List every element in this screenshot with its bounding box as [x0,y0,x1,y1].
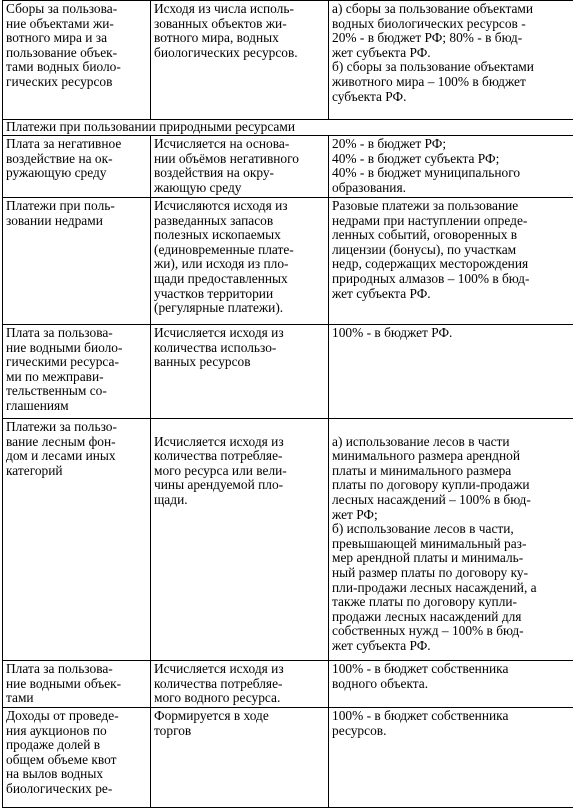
calculation-basis-cell [151,661,329,708]
cell-line: жет субъекта РФ. [332,287,573,302]
cell-line: ванных ресурсов [154,355,325,370]
cell-line: водных биологических ресурсов - [332,17,573,32]
calculation-basis-cell [151,708,329,808]
cell-line: Исчисляется на основа- [154,137,325,152]
cell-line: тельственным со- [6,384,147,399]
calculation-basis-cell [151,1,329,120]
cell-line: зовании недрами [6,214,147,229]
cell-line: зованных объектов жи- [154,17,325,32]
row-forest-payments [3,419,573,661]
cell-line: Исчисляется исходя из [154,662,325,677]
cell-line: превышающей минимальный раз- [332,537,573,552]
cell-line: ный размер платы по договору ку- [332,566,573,581]
budget-distribution-table [2,0,573,808]
cell-line: тами водных биоло- [6,60,147,75]
cell-line: Исчисляется исходя из [154,326,325,341]
cell-line [332,420,573,435]
cell-line: полезных ископаемых [154,228,325,243]
cell-line: 20% - в бюджет РФ; 80% - в бюд- [332,31,573,46]
cell-line: мер арендной платы и минималь- [332,551,573,566]
cell-line: щади предоставленных [154,272,325,287]
cell-line: 40% - в бюджет муниципального [332,166,573,181]
row-fees-wildlife [3,1,573,120]
cell-line: вание лесным фон- [6,435,147,450]
row-aquatic-bio-intergov [3,325,573,419]
cell-line: минимального размера арендной [332,449,573,464]
cell-line: 100% - в бюджет собственника [332,662,573,677]
cell-line: пользование объек- [6,46,147,61]
cell-line: недрами при наступлении опреде- [332,214,573,229]
cell-line: (единовременные плате- [154,243,325,258]
row-subsoil-payments [3,198,573,325]
cell-line: продаже долей в [6,738,147,753]
cell-line: количества использо- [154,341,325,356]
cell-line: Платежи при поль- [6,199,147,214]
cell-line: дом и лесами иных [6,449,147,464]
distribution-cell [329,198,573,325]
cell-line: Доходы от проведе- [6,709,147,724]
cell-line: общем объеме квот [6,753,147,768]
cell-line: водного объекта. [332,677,573,692]
cell-line: гических ресурсов [6,75,147,90]
cell-line: Плата за пользова- [6,662,147,677]
cell-line: 20% - в бюджет РФ; [332,137,573,152]
cell-line: также платы по договору купли- [332,595,573,610]
cell-line: пли-продажи лесных насаждений, а [332,581,573,596]
cell-line: а) использование лесов в части [332,435,573,450]
cell-line: жет субъекта РФ. [332,639,573,654]
distribution-cell [329,419,573,661]
calculation-basis-cell [151,325,329,419]
payment-type-cell [3,661,151,708]
cell-line: продажи лесных насаждений для [332,610,573,625]
cell-line: ние водными объек- [6,677,147,692]
cell-line: щади. [154,493,325,508]
cell-line: жающую среду [154,181,325,196]
cell-line: воздействия на окру- [154,166,325,181]
cell-line: биологических ресурсов. [154,46,325,61]
row-negative-impact [3,136,573,198]
cell-line [154,420,325,435]
calculation-basis-cell [151,419,329,661]
cell-line: ленных событий, оговоренных в [332,228,573,243]
cell-line: 100% - в бюджет РФ. [332,326,573,341]
cell-line: лицензии (бонусы), по участкам [332,243,573,258]
payment-type-cell [3,708,151,808]
cell-line: 40% - в бюджет субъекта РФ; [332,152,573,167]
distribution-cell [329,1,573,120]
cell-line: ружающую среду [6,166,147,181]
cell-line: платы и минимального размера [332,464,573,479]
cell-line: тами [6,691,147,706]
cell-line: количества потребляе- [154,677,325,692]
calculation-basis-cell [151,198,329,325]
cell-line: Исчисляется исходя из [154,435,325,450]
row-auction-income [3,708,573,808]
cell-line: образования. [332,181,573,196]
cell-line: а) сборы за пользование объектами [332,2,573,17]
payment-type-cell [3,325,151,419]
cell-line: ния аукционов по [6,724,147,739]
section-heading: Платежи при пользовании природными ресурсами [3,120,573,136]
cell-line: жет РФ; [332,508,573,523]
cell-line: чины арендуемой пло- [154,478,325,493]
payment-type-cell [3,419,151,661]
payment-type-cell [3,136,151,198]
distribution-cell [329,136,573,198]
cell-line: глашениям [6,399,147,414]
payment-type-cell [3,198,151,325]
cell-line: Плата за пользова- [6,326,147,341]
cell-line: Сборы за пользова- [6,2,147,17]
cell-line: платы по договору купли-продажи [332,478,573,493]
cell-line: на вылов водных [6,767,147,782]
cell-line: жи), или исходя из пло- [154,257,325,272]
section-natural-resources-payments [3,120,573,136]
table-body [3,1,573,808]
cell-line: биологических ре- [6,782,147,797]
cell-line: Формируется в ходе [154,709,325,724]
cell-line: мого ресурса или вели- [154,464,325,479]
cell-line: б) сборы за пользование объектами [332,60,573,75]
cell-line: ние объектами жи- [6,17,147,32]
cell-line: нии объёмов негативного [154,152,325,167]
calculation-basis-cell [151,136,329,198]
row-water-objects [3,661,573,708]
cell-line: Разовые платежи за пользование [332,199,573,214]
cell-line: гическими ресурса- [6,355,147,370]
cell-line: собственных нужд – 100% в бюд- [332,624,573,639]
cell-line: ми по межправи- [6,370,147,385]
cell-line: Плата за негативное [6,137,147,152]
cell-line: вотного мира и за [6,31,147,46]
cell-line: категорий [6,464,147,479]
cell-line: субъекта РФ. [332,90,573,105]
distribution-cell [329,325,573,419]
cell-line: торгов [154,724,325,739]
cell-line: жет субъекта РФ. [332,46,573,61]
cell-line: недр, содержащих месторождения [332,257,573,272]
cell-line: б) использование лесов в части, [332,522,573,537]
cell-line: Платежи за пользо- [6,420,147,435]
cell-line: природных алмазов – 100% в бюд- [332,272,573,287]
cell-line: ресурсов. [332,724,573,739]
cell-line: ние водными биоло- [6,341,147,356]
cell-line: Исчисляются исходя из [154,199,325,214]
cell-line: разведанных запасов [154,214,325,229]
distribution-cell [329,661,573,708]
cell-line: вотного мира, водных [154,31,325,46]
cell-line: Исходя из числа исполь- [154,2,325,17]
cell-line: количества потребляе- [154,449,325,464]
payment-type-cell [3,1,151,120]
cell-line: мого водного ресурса. [154,691,325,706]
cell-line: участков территории [154,287,325,302]
cell-line: 100% - в бюджет собственника [332,709,573,724]
cell-line: воздействие на ок- [6,152,147,167]
cell-line: животного мира – 100% в бюджет [332,75,573,90]
cell-line: (регулярные платежи). [154,301,325,316]
cell-line: лесных насаждений – 100% в бюд- [332,493,573,508]
distribution-cell [329,708,573,808]
